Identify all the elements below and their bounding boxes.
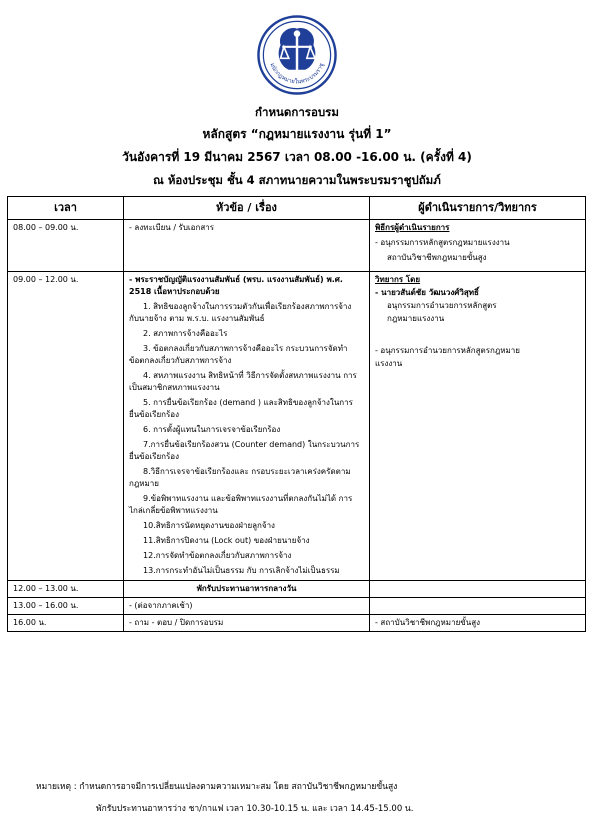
- topic-item-5a: 5. การยื่นข้อเรียกร้อง (demand ) และสิทธิของลูกจ้างในการ: [143, 398, 353, 407]
- row4-presenter: [370, 598, 586, 615]
- date-time: วันอังคารที่ 19 มีนาคม 2567 เวลา 08.00 -16.00 น. (ครั้งที่ 4): [122, 150, 472, 164]
- speaker-role2-line1: - อนุกรรมการอำนวยการหลักสูตรกฎหมาย: [375, 346, 520, 355]
- topic-item-7a: 7.การยื่นข้อเรียกร้องสวน (Counter demand) ในกระบวนการ: [143, 440, 360, 449]
- header-time: เวลา: [8, 197, 124, 220]
- topic-heading-line2: 2518 เนื้อหาประกอบด้วย: [129, 287, 220, 296]
- row3-topic: พักรับประทานอาหารกลางวัน: [124, 581, 370, 598]
- table-row: [8, 581, 586, 598]
- row1-presenter-line2: สถาบันวิชาชีพกฎหมายขั้นสูง: [387, 253, 487, 262]
- topic-item-7b: ยื่นข้อเรียกร้อง: [129, 452, 179, 461]
- note-line2: พักรับประทานอาหารว่าง ชา/กาแฟ เวลา 10.30-10.15 น. และ เวลา 14.45-15.00 น.: [96, 804, 414, 814]
- topic-item-6: 6. การตั้งผู้แทนในการเจรจาข้อเรียกร้อง: [143, 425, 281, 434]
- row3-time: 12.00 – 13.00 น.: [8, 581, 124, 598]
- topic-item-5b: ยื่นข้อเรียกร้อง: [129, 410, 179, 419]
- topic-item-2: 2. สภาพการจ้างคืออะไร: [143, 329, 228, 338]
- speaker-role-line2: กฎหมายแรงงาน: [387, 314, 445, 323]
- topic-item-9b: ไกล่เกลี่ยข้อพิพาทแรงงาน: [129, 506, 218, 515]
- association-seal-icon: [256, 14, 338, 96]
- row4-time: 13.00 – 16.00 น.: [8, 598, 124, 615]
- table-row: [8, 272, 586, 581]
- topic-item-9a: 9.ข้อพิพาทแรงงาน และข้อพิพาทแรงงานที่ตกลงกันไม่ได้ การ: [143, 494, 353, 503]
- topic-item-4b: เป็นสมาชิกสหภาพแรงงาน: [129, 383, 220, 392]
- schedule-title: กำหนดการอบรม: [255, 105, 339, 119]
- row1-presenter: [370, 220, 586, 272]
- topic-item-3a: 3. ข้อตกลงเกี่ยวกับสภาพการจ้างคืออะไร กระบวนการจัดทำ: [143, 344, 348, 353]
- topic-item-3b: ข้อตกลงเกี่ยวกับสภาพการจ้าง: [129, 356, 232, 365]
- topic-item-13: 13.การกระทำอันไม่เป็นธรรม กับ การเลิกจ้างไม่เป็นธรรม: [143, 566, 340, 575]
- topic-item-1a: 1. สิทธิของลูกจ้างในการรวมตัวกันเพื่อเรียกร้องสภาพการจ้าง: [143, 302, 352, 311]
- row2-presenter: [370, 272, 586, 581]
- row2-time: 09.00 – 12.00 น.: [8, 272, 124, 581]
- topic-item-4a: 4. สหภาพแรงงาน สิทธิหน้าที่ วิธีการจัดตั้งสหภาพแรงงาน การ: [143, 371, 357, 380]
- row1-presenter-line1: - อนุกรรมการหลักสูตรกฎหมายแรงงาน: [375, 238, 510, 247]
- topic-item-8b: กฎหมาย: [129, 479, 159, 488]
- row2-topic: [124, 272, 370, 581]
- row5-presenter: - สถาบันวิชาชีพกฎหมายขั้นสูง: [370, 615, 586, 632]
- row1-topic: - ลงทะเบียน / รับเอกสาร: [124, 220, 370, 272]
- note-line1: หมายเหตุ : กำหนดการอาจมีการเปลี่ยนแปลงตามความเหมาะสม โดย สถาบันวิชาชีพกฎหมายขั้นสูง: [36, 782, 398, 792]
- topic-item-12: 12.การจัดทำข้อตกลงเกี่ยวกับสภาพการจ้าง: [143, 551, 292, 560]
- row1-presenter-heading: พิธีกรผู้ดำเนินรายการ: [375, 223, 450, 232]
- schedule-table: [7, 196, 586, 632]
- table-row: [8, 615, 586, 632]
- table-header-row: [8, 197, 586, 220]
- table-row: [8, 598, 586, 615]
- header-presenter: ผู้ดำเนินรายการ/วิทยากร: [370, 197, 586, 220]
- header-topic: หัวข้อ / เรื่อง: [124, 197, 370, 220]
- row4-topic: - (ต่อจากภาคเช้า): [124, 598, 370, 615]
- table-row: [8, 220, 586, 272]
- topic-item-1b: กับนายจ้าง ตาม พ.ร.บ. แรงงานสัมพันธ์: [129, 314, 265, 323]
- row5-time: 16.00 น.: [8, 615, 124, 632]
- topic-item-8a: 8.วิธีการเจรจาข้อเรียกร้องและ กรอบระยะเวลาเคร่งครัดตาม: [143, 467, 351, 476]
- course-name: หลักสูตร “กฎหมายแรงงาน รุ่นที่ 1”: [202, 127, 392, 141]
- speaker-role2-line2: แรงงาน: [375, 359, 403, 368]
- speaker-heading: วิทยากร โดย: [375, 275, 421, 284]
- speaker-role-line1: อนุกรรมการอำนวยการหลักสูตร: [387, 301, 497, 310]
- topic-item-11: 11.สิทธิการปิดงาน (Lock out) ของฝ่ายนายจ้าง: [143, 536, 310, 545]
- row1-time: 08.00 – 09.00 น.: [8, 220, 124, 272]
- row5-topic: - ถาม - ตอบ / ปิดการอบรม: [124, 615, 370, 632]
- speaker-name: - นายวสันต์ชัย วัฒนวงศ์วิสุทธิ์: [375, 288, 479, 297]
- topic-heading-line1: - พระราชบัญญัติแรงงานสัมพันธ์ (พรบ. แรงงานสัมพันธ์) พ.ศ.: [129, 275, 343, 284]
- topic-item-10: 10.สิทธิการนัดหยุดงานของฝ่ายลูกจ้าง: [143, 521, 275, 530]
- venue: ณ ห้องประชุม ชั้น 4 สภาทนายความในพระบรมราชูปถัมภ์: [153, 173, 441, 187]
- row3-presenter: [370, 581, 586, 598]
- seal-text: มนักกฎหมายในพระบรมราชู: [268, 62, 326, 86]
